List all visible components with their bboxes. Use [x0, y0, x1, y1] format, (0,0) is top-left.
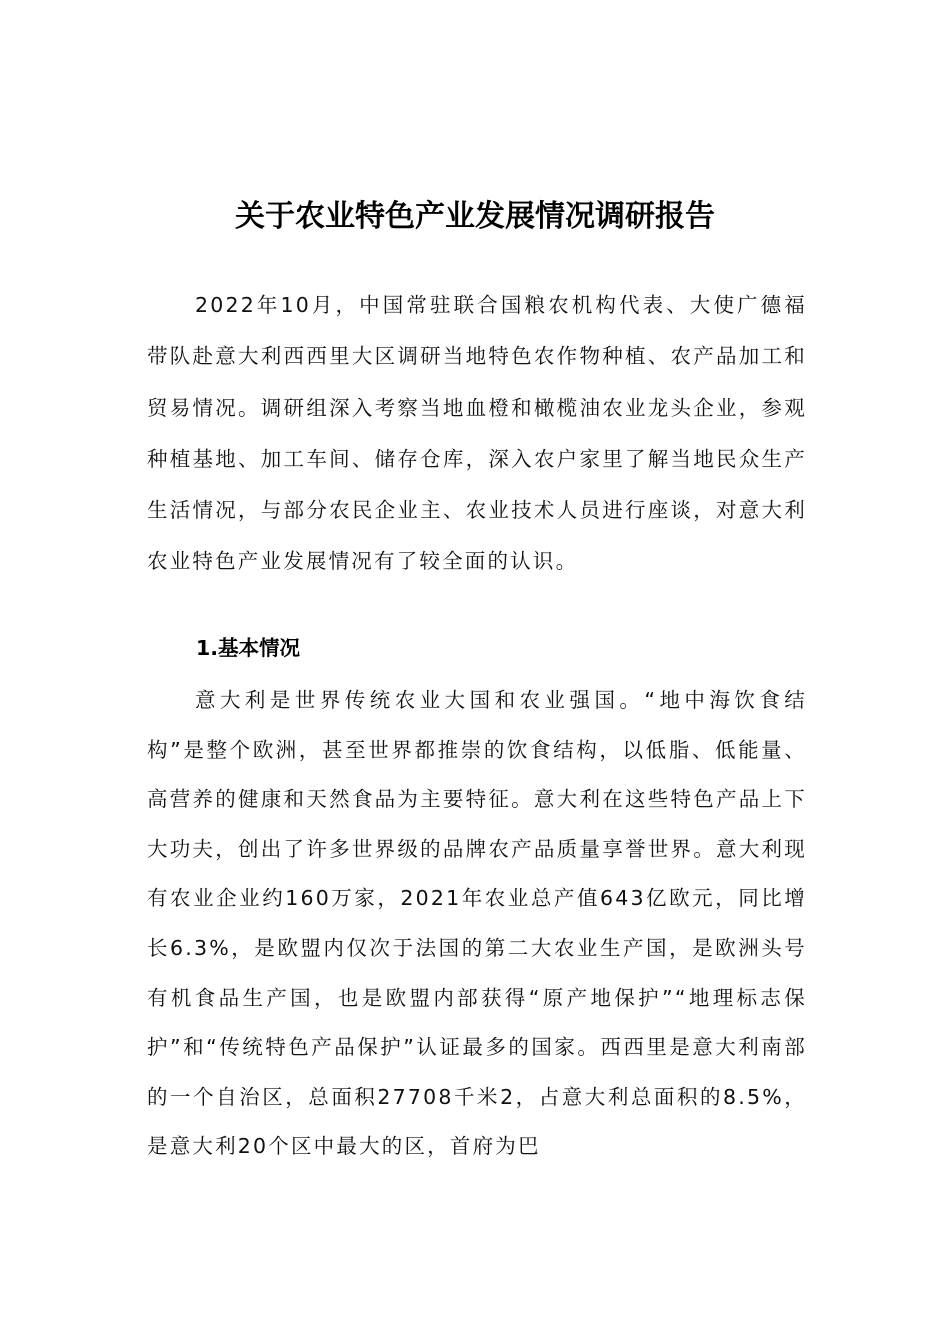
basic-situation-paragraph: 意大利是世界传统农业大国和农业强国。“地中海饮食结构”是整个欧洲，甚至世界都推崇的饮食结构，以低脂、低能量、高营养的健康和天然食品为主要特征。意大利在这些特色产品上下大功夫，创出了许多世界级的品牌农产品质量享誉世界。意大利现有农业企业约160万家，2021年农业总产值643亿欧元，同比增长6.3%，是欧盟内仅次于法国的第二大农业生产国，是欧洲头号有机食品生产国，也是欧盟内部获得“原产地保护”“地理标志保护”和“传统特色产品保护”认证最多的国家。西西里是意大利南部的一个自治区，总面积27708千米2，占意大利总面积的8.5%，是意大利20个区中最大的区，首府为巴	[147, 688, 807, 1159]
intro-paragraph: 2022年10月，中国常驻联合国粮农机构代表、大使广德福带队赴意大利西西里大区调研当地特色农作物种植、农产品加工和贸易情况。调研组深入考察当地血橙和橄榄油农业龙头企业，参观种植基地、加工车间、储存仓库，深入农户家里了解当地民众生产生活情况，与部分农民企业主、农业技术人员进行座谈，对意大利农业特色产业发展情况有了较全面的认识。	[147, 293, 807, 574]
document-title: 关于农业特色产业发展情况调研报告	[235, 199, 715, 235]
section-heading-basic-situation: 1.基本情况	[196, 636, 301, 660]
